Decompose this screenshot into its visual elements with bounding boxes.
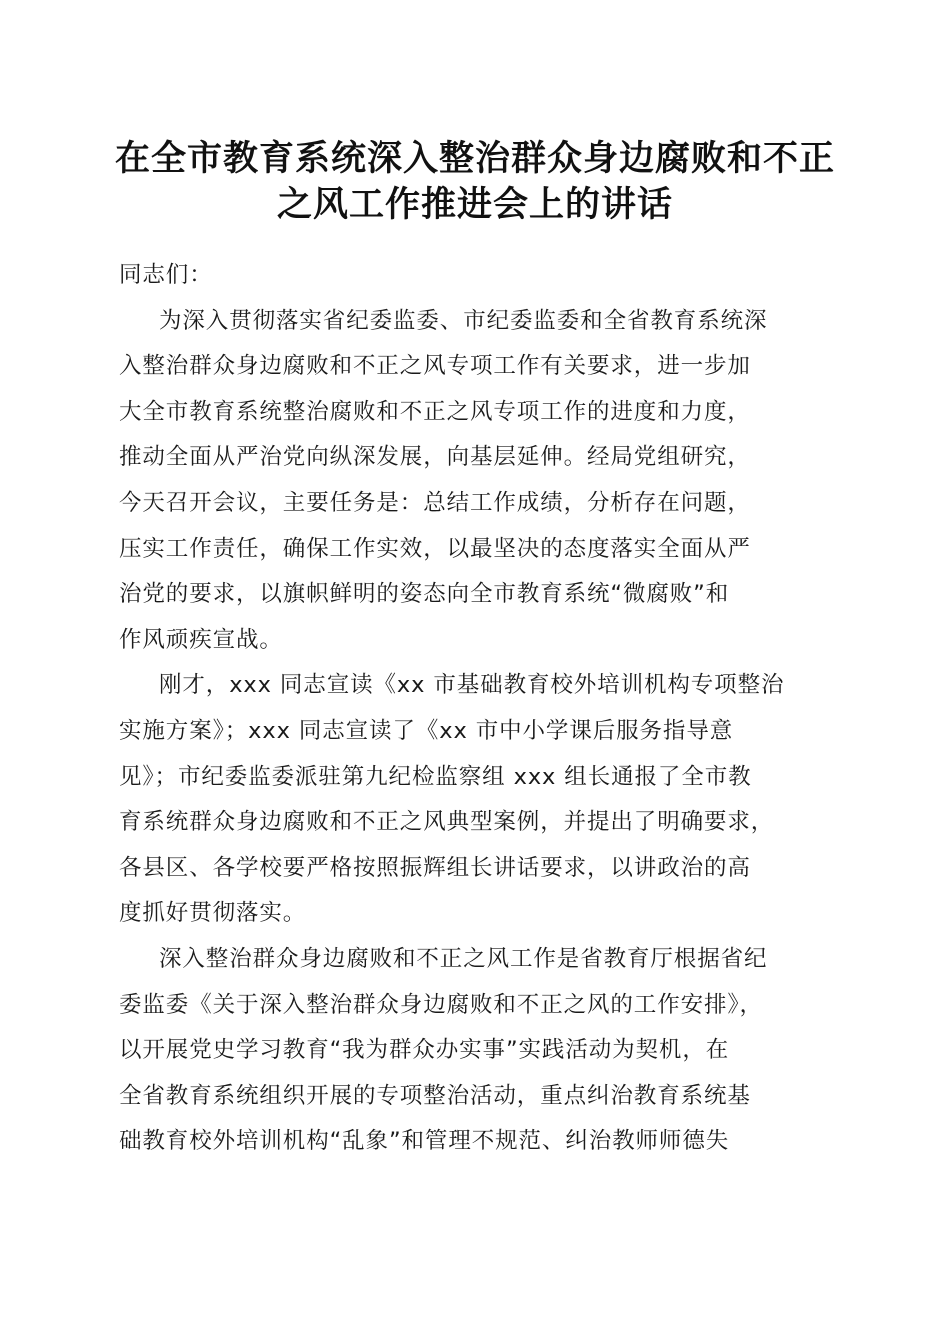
paragraph-line: 各县区、各学校要严格按照振辉组长讲话要求，以讲政治的高 (119, 854, 751, 881)
paragraph-line: 压实工作责任，确保工作实效，以最坚决的态度落实全面从严 (119, 535, 751, 562)
paragraph-line: 推动全面从严治党向纵深发展，向基层延伸。经局党组研究， (119, 444, 751, 471)
title-line: 之风工作推进会上的讲话 (276, 184, 673, 225)
paragraph-line: 入整治群众身边腐败和不正之风专项工作有关要求，进一步加 (119, 353, 751, 380)
paragraph-2 (119, 663, 835, 937)
paragraph-line: 以开展党史学习教育“我为群众办实事”实践活动为契机，在 (119, 1037, 730, 1064)
paragraph-line: 大全市教育系统整治腐败和不正之风专项工作的进度和力度， (119, 398, 751, 425)
paragraph-line: 育系统群众身边腐败和不正之风典型案例，并提出了明确要求， (119, 809, 775, 836)
salutation: 同志们： (119, 262, 213, 288)
paragraph-line: 实施方案》；xxx 同志宣读了《xx 市中小学课后服务指导意 (119, 717, 734, 744)
paragraph-line: 作风顽疾宣战。 (119, 626, 283, 653)
document-body (119, 253, 835, 1165)
paragraph-3 (119, 937, 835, 1165)
paragraph-line: 见》；市纪委监委派驻第九纪检监察组 xxx 组长通报了全市教 (119, 763, 752, 790)
paragraph-line: 深入整治群众身边腐败和不正之风工作是省教育厅根据省纪 (159, 945, 768, 972)
paragraph-line: 刚才，xxx 同志宣读《xx 市基础教育校外培训机构专项整治 (159, 672, 785, 699)
paragraph-line: 度抓好贯彻落实。 (119, 900, 307, 927)
title-line: 在全市教育系统深入整治群众身边腐败和不正 (114, 138, 835, 179)
paragraph-line: 委监委《关于深入整治群众身边腐败和不正之风的工作安排》， (119, 991, 763, 1018)
paragraph-line: 为深入贯彻落实省纪委监委、市纪委监委和全省教育系统深 (159, 307, 768, 334)
paragraph-line: 今天召开会议，主要任务是：总结工作成绩，分析存在问题， (119, 489, 751, 516)
paragraph-line: 治党的要求，以旗帜鲜明的姿态向全市教育系统“微腐败”和 (119, 581, 730, 608)
paragraph-line: 础教育校外培训机构“乱象”和管理不规范、纠治教师师德失 (119, 1128, 730, 1155)
paragraph-line: 全省教育系统组织开展的专项整治活动，重点纠治教育系统基 (119, 1082, 751, 1109)
paragraph-1 (119, 299, 835, 664)
document-title (100, 136, 850, 228)
